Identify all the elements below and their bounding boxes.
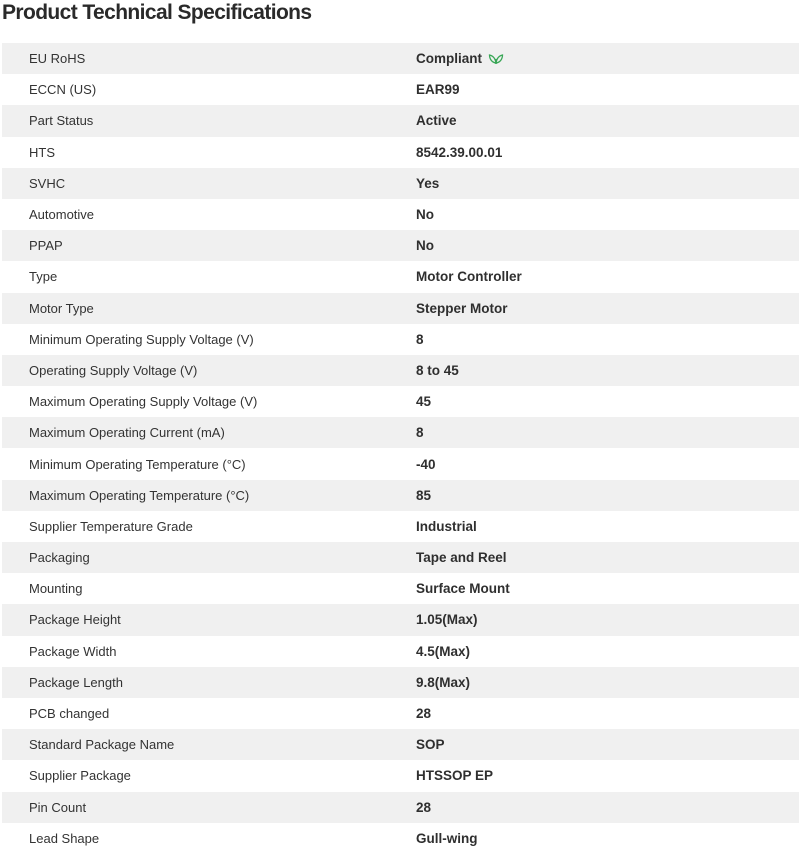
spec-label: Packaging bbox=[29, 550, 90, 566]
spec-row bbox=[2, 511, 799, 542]
spec-value bbox=[416, 176, 799, 191]
spec-value bbox=[416, 644, 799, 659]
spec-value bbox=[416, 488, 799, 503]
spec-label: Minimum Operating Supply Voltage (V) bbox=[29, 331, 254, 347]
spec-value bbox=[416, 737, 799, 752]
spec-label: Pin Count bbox=[29, 799, 87, 815]
spec-value bbox=[416, 394, 799, 409]
spec-value-text: 85 bbox=[416, 487, 432, 503]
spec-row bbox=[2, 542, 799, 573]
spec-row bbox=[2, 355, 799, 386]
spec-value-text: 28 bbox=[416, 706, 432, 722]
spec-value bbox=[416, 768, 799, 783]
spec-row bbox=[2, 823, 799, 854]
spec-value bbox=[416, 831, 799, 846]
spec-label: Maximum Operating Current (mA) bbox=[29, 425, 225, 441]
spec-row bbox=[2, 293, 799, 324]
spec-value-text: 8 to 45 bbox=[416, 362, 459, 378]
spec-value-text: 4.5(Max) bbox=[416, 643, 471, 659]
spec-row bbox=[2, 74, 799, 105]
spec-value-text: 8 bbox=[416, 331, 424, 347]
spec-label: Package Length bbox=[29, 674, 123, 690]
spec-label: PCB changed bbox=[29, 706, 110, 722]
spec-label: PPAP bbox=[29, 238, 63, 254]
spec-label: Supplier Package bbox=[29, 768, 131, 784]
spec-value-text: No bbox=[416, 207, 434, 223]
spec-value bbox=[416, 51, 799, 66]
spec-value-text: 8 bbox=[416, 425, 424, 441]
spec-value bbox=[416, 332, 799, 347]
spec-label: ECCN (US) bbox=[29, 82, 97, 98]
spec-value-text: Yes bbox=[416, 175, 440, 191]
page-title: Product Technical Specifications bbox=[2, 1, 312, 24]
spec-label: Operating Supply Voltage (V) bbox=[29, 362, 198, 378]
spec-value bbox=[416, 145, 799, 160]
spec-row bbox=[2, 480, 799, 511]
spec-row bbox=[2, 386, 799, 417]
spec-row bbox=[2, 417, 799, 448]
spec-label: Standard Package Name bbox=[29, 737, 175, 753]
spec-label: SVHC bbox=[29, 175, 66, 191]
spec-value bbox=[416, 519, 799, 534]
spec-label: Lead Shape bbox=[29, 830, 100, 846]
spec-row bbox=[2, 230, 799, 261]
spec-value-text: Compliant bbox=[416, 51, 482, 67]
spec-value-text: 28 bbox=[416, 799, 432, 815]
spec-row bbox=[2, 137, 799, 168]
spec-value bbox=[416, 675, 799, 690]
spec-row bbox=[2, 573, 799, 604]
spec-value-text: 1.05(Max) bbox=[416, 612, 478, 628]
spec-label: Maximum Operating Temperature (°C) bbox=[29, 487, 250, 503]
spec-value bbox=[416, 363, 799, 378]
spec-label: HTS bbox=[29, 144, 55, 160]
spec-value bbox=[416, 113, 799, 128]
spec-label: Package Width bbox=[29, 643, 117, 659]
spec-row bbox=[2, 604, 799, 635]
spec-value bbox=[416, 800, 799, 815]
spec-label: Minimum Operating Temperature (°C) bbox=[29, 456, 246, 472]
spec-row bbox=[2, 792, 799, 823]
spec-label: Part Status bbox=[29, 113, 94, 129]
spec-value-text: Gull-wing bbox=[416, 830, 478, 846]
spec-row bbox=[2, 448, 799, 479]
spec-value-text: No bbox=[416, 238, 434, 254]
spec-row bbox=[2, 667, 799, 698]
spec-value bbox=[416, 238, 799, 253]
spec-value-text: HTSSOP EP bbox=[416, 768, 494, 784]
spec-label: Mounting bbox=[29, 581, 83, 597]
spec-row bbox=[2, 698, 799, 729]
spec-row bbox=[2, 105, 799, 136]
spec-value bbox=[416, 269, 799, 284]
spec-value-text: 45 bbox=[416, 394, 432, 410]
spec-value bbox=[416, 550, 799, 565]
spec-value-text: Industrial bbox=[416, 518, 477, 534]
spec-value bbox=[416, 207, 799, 222]
spec-value-text: SOP bbox=[416, 737, 445, 753]
spec-value-text: EAR99 bbox=[416, 82, 460, 98]
spec-table bbox=[2, 43, 799, 854]
spec-row bbox=[2, 636, 799, 667]
spec-value bbox=[416, 82, 799, 97]
spec-value-text: Surface Mount bbox=[416, 581, 510, 597]
spec-label: Type bbox=[29, 269, 58, 285]
spec-row bbox=[2, 261, 799, 292]
spec-label: Package Height bbox=[29, 612, 121, 628]
spec-value-text: 8542.39.00.01 bbox=[416, 144, 503, 160]
spec-row bbox=[2, 729, 799, 760]
spec-value-text: -40 bbox=[416, 456, 436, 472]
spec-value bbox=[416, 706, 799, 721]
spec-value-text: Active bbox=[416, 113, 457, 129]
leaf-icon bbox=[488, 53, 504, 65]
spec-value bbox=[416, 457, 799, 472]
spec-value-text: Stepper Motor bbox=[416, 300, 508, 316]
spec-row bbox=[2, 760, 799, 791]
spec-value bbox=[416, 301, 799, 316]
spec-row bbox=[2, 324, 799, 355]
spec-label: Motor Type bbox=[29, 300, 94, 316]
spec-label: EU RoHS bbox=[29, 51, 86, 67]
spec-label: Automotive bbox=[29, 207, 95, 223]
spec-label: Supplier Temperature Grade bbox=[29, 518, 193, 534]
spec-label: Maximum Operating Supply Voltage (V) bbox=[29, 394, 258, 410]
spec-value-text: Motor Controller bbox=[416, 269, 522, 285]
spec-row bbox=[2, 168, 799, 199]
spec-value-text: 9.8(Max) bbox=[416, 674, 471, 690]
spec-value-text: Tape and Reel bbox=[416, 550, 507, 566]
spec-value bbox=[416, 612, 799, 627]
spec-row bbox=[2, 43, 799, 74]
spec-value bbox=[416, 425, 799, 440]
spec-row bbox=[2, 199, 799, 230]
spec-value bbox=[416, 581, 799, 596]
